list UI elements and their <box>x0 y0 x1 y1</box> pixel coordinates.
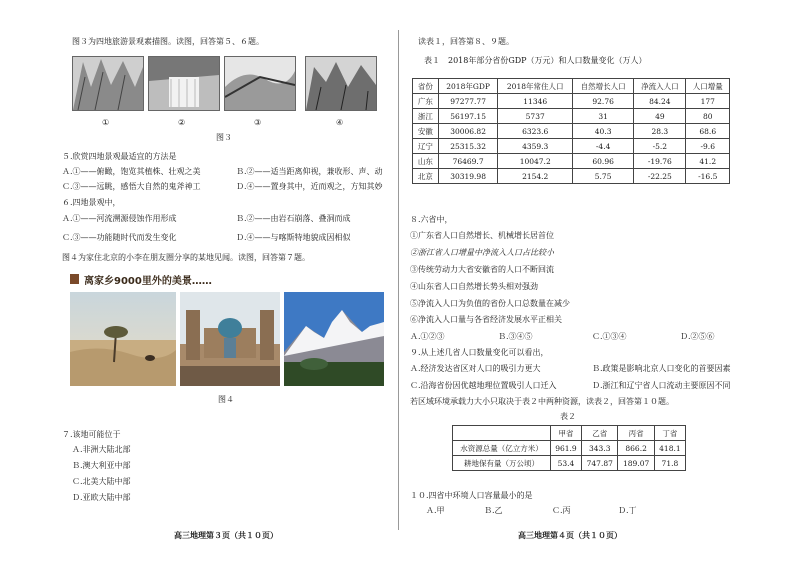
mountain-photo <box>284 292 384 386</box>
table1-intro: 读表１，回答第８、９题。 <box>418 37 514 46</box>
q6-option-c: Ｃ.③——功能随时代而发生变化 <box>62 233 177 242</box>
q7-option-b: Ｂ.澳大利亚中部 <box>72 461 131 470</box>
table2-header-cell: 丁省 <box>654 426 685 441</box>
table-cell: 189.07 <box>618 456 654 471</box>
q9-option-a: Ａ.经济发达省区对人口的吸引力更大 <box>410 364 541 373</box>
fig4-intro: 图４为家住北京的小李在朋友圈分享的某地见闻。读图，回答第７题。 <box>62 253 310 262</box>
sketch-3-image <box>224 56 296 111</box>
table-cell: 97277.77 <box>438 94 498 109</box>
table1-title: 表１ 2018年部分省份GDP（万元）和人口数量变化（万人） <box>424 56 647 65</box>
table-row <box>413 169 730 184</box>
sketch-2-image <box>148 56 220 111</box>
table-cell: 71.8 <box>654 456 685 471</box>
desert-photo <box>70 292 176 386</box>
table-cell: 10047.2 <box>498 154 573 169</box>
table2-header-cell: 丙省 <box>618 426 654 441</box>
table2-header-cell <box>453 426 551 441</box>
q8-option-b: Ｂ.③④⑤ <box>498 332 533 341</box>
q6-option-a: Ａ.①——河流溯源侵蚀作用形成 <box>62 214 177 223</box>
q9-option-b: Ｂ.政策是影响北京人口变化的首要因素 <box>592 364 731 373</box>
table-cell: 安徽 <box>413 124 439 139</box>
table-cell: 浙江 <box>413 109 439 124</box>
q9-option-c: Ｃ.沿海省份因优越地理位置吸引人口迁入 <box>410 381 557 390</box>
q8-option-d: Ｄ.②⑤⑥ <box>680 332 715 341</box>
banner-icon <box>70 274 79 284</box>
q10-option-b: Ｂ.乙 <box>484 506 503 515</box>
table-cell: 49 <box>634 109 686 124</box>
q6-stem: ６.四地景观中， <box>62 198 121 207</box>
table2-header-cell: 甲省 <box>550 426 581 441</box>
table-cell: -19.76 <box>634 154 686 169</box>
q8-option-c: Ｃ.①③④ <box>592 332 627 341</box>
wechat-moment-banner: 离家乡9000里外的美景…… <box>84 276 212 287</box>
table1-header-row <box>413 79 730 94</box>
table1-header-cell: 省份 <box>413 79 439 94</box>
table1-header-cell: 2018年常住人口 <box>498 79 573 94</box>
table-cell: -22.25 <box>634 169 686 184</box>
table-cell: 40.3 <box>573 124 634 139</box>
table-cell: 418.1 <box>654 441 685 456</box>
q10-option-d: Ｄ.丁 <box>618 506 637 515</box>
q6-option-d: Ｄ.④——与喀斯特地貌成因相似 <box>236 233 351 242</box>
table-cell: -4.4 <box>573 139 634 154</box>
q5-option-d: Ｄ.④——置身其中，近而观之，方知其妙 <box>236 182 383 191</box>
table-cell: 水资源总量（亿立方米） <box>453 441 551 456</box>
q6-option-b: Ｂ.②——由岩石崩落、叠洞而成 <box>236 214 351 223</box>
mosque-photo <box>180 292 280 386</box>
table-cell: 山东 <box>413 154 439 169</box>
table1-header-cell: 2018年GDP <box>438 79 498 94</box>
table-row <box>413 109 730 124</box>
q8-item-6: ⑥净流入人口量与各省经济发展水平正相关 <box>410 315 562 324</box>
q10-stem: １０.四省中环境人口容量最小的是 <box>410 491 533 500</box>
table-cell: 961.9 <box>550 441 581 456</box>
table-cell: 60.96 <box>573 154 634 169</box>
table2-title: 表２ <box>560 412 576 421</box>
q5-stem: ５.欣赏四地景观最适宜的方法是 <box>62 152 177 161</box>
q8-option-a: Ａ.①②③ <box>410 332 445 341</box>
sketch-label-1: ① <box>102 118 110 127</box>
table-cell: -16.5 <box>686 169 730 184</box>
q8-item-4: ④山东省人口自然增长势头相对强劲 <box>410 282 538 291</box>
table-cell: 866.2 <box>618 441 654 456</box>
q8-item-3: ③传统劳动力大省安徽省的人口不断回流 <box>410 265 554 274</box>
table-cell: 30006.82 <box>438 124 498 139</box>
table-cell: 4359.3 <box>498 139 573 154</box>
q5-option-a: Ａ.①——俯瞰，饱览其植株、壮观之美 <box>62 167 201 176</box>
q8-item-2: ②浙江省人口增量中净流入人口占比较小 <box>410 248 554 257</box>
fig3-caption: 图３ <box>216 133 232 142</box>
table-cell: 56197.15 <box>438 109 498 124</box>
table-row <box>453 456 686 471</box>
table-cell: 68.6 <box>686 124 730 139</box>
table-cell: 6323.6 <box>498 124 573 139</box>
table-cell: 25315.32 <box>438 139 498 154</box>
table2 <box>452 425 686 471</box>
table-row <box>413 154 730 169</box>
table-cell: 30319.98 <box>438 169 498 184</box>
q10-intro: 若区域环境承载力大小只取决于表２中两种资源，读表２，回答第１０题。 <box>410 397 674 406</box>
table-cell: 92.76 <box>573 94 634 109</box>
q7-option-c: Ｃ.北美大陆中部 <box>72 477 131 486</box>
sketch-1-image <box>72 56 144 111</box>
table-cell: 76469.7 <box>438 154 498 169</box>
table-cell: 5.75 <box>573 169 634 184</box>
fig4-caption: 图４ <box>218 395 234 404</box>
q8-stem: ８.六省中， <box>410 215 453 224</box>
sketch-label-4: ④ <box>336 118 344 127</box>
table-cell: 耕地保有量（万公顷） <box>453 456 551 471</box>
table-cell: 广东 <box>413 94 439 109</box>
q10-option-c: Ｃ.丙 <box>552 506 571 515</box>
right-footer: 高三地理第４页（共１０页） <box>518 531 622 540</box>
table-cell: 343.3 <box>582 441 618 456</box>
sketch-4-image <box>305 56 377 111</box>
table2-header-cell: 乙省 <box>582 426 618 441</box>
table-row <box>453 441 686 456</box>
q7-stem: ７.该地可能位于 <box>62 430 121 439</box>
table2-header-row <box>453 426 686 441</box>
table-cell: 北京 <box>413 169 439 184</box>
q8-item-5: ⑤净流入人口为负值的省份人口总数量在减少 <box>410 299 570 308</box>
table-cell: 31 <box>573 109 634 124</box>
q5-option-c: Ｃ.③——远眺，感悟大自然的鬼斧神工 <box>62 182 201 191</box>
table-cell: 41.2 <box>686 154 730 169</box>
q7-option-a: Ａ.非洲大陆北部 <box>72 445 131 454</box>
left-footer: 高三地理第３页（共１０页） <box>174 531 278 540</box>
q5-option-b: Ｂ.②——适当距离仰视，兼收形、声、动 <box>236 167 383 176</box>
table-cell: 2154.2 <box>498 169 573 184</box>
table-cell: 28.3 <box>634 124 686 139</box>
table1-header-cell: 人口增量 <box>686 79 730 94</box>
page-divider <box>398 30 399 530</box>
sketch-label-3: ③ <box>254 118 262 127</box>
table1 <box>412 78 730 184</box>
table-row <box>413 124 730 139</box>
table-cell: 11346 <box>498 94 573 109</box>
table-cell: -5.2 <box>634 139 686 154</box>
table-row <box>413 139 730 154</box>
table-cell: 5737 <box>498 109 573 124</box>
table-cell: 辽宁 <box>413 139 439 154</box>
table-cell: 53.4 <box>550 456 581 471</box>
table-cell: 84.24 <box>634 94 686 109</box>
fig3-intro: 图３为四地旅游景观素描图。读图，回答第５、６题。 <box>72 37 264 46</box>
table1-header-cell: 自然增长人口 <box>573 79 634 94</box>
q9-stem: ９.从上述几省人口数量变化可以看出， <box>410 348 549 357</box>
table-cell: 177 <box>686 94 730 109</box>
q8-item-1: ①广东省人口自然增长、机械增长居首位 <box>410 231 554 240</box>
q7-option-d: Ｄ.亚欧大陆中部 <box>72 493 131 502</box>
table-cell: 747.87 <box>582 456 618 471</box>
q10-option-a: Ａ.甲 <box>426 506 445 515</box>
sketch-label-2: ② <box>178 118 186 127</box>
table-cell: 80 <box>686 109 730 124</box>
table-cell: -9.6 <box>686 139 730 154</box>
table1-header-cell: 净流入人口 <box>634 79 686 94</box>
table-row <box>413 94 730 109</box>
q9-option-d: Ｄ.浙江和辽宁省人口流动主要原因不同 <box>592 381 731 390</box>
